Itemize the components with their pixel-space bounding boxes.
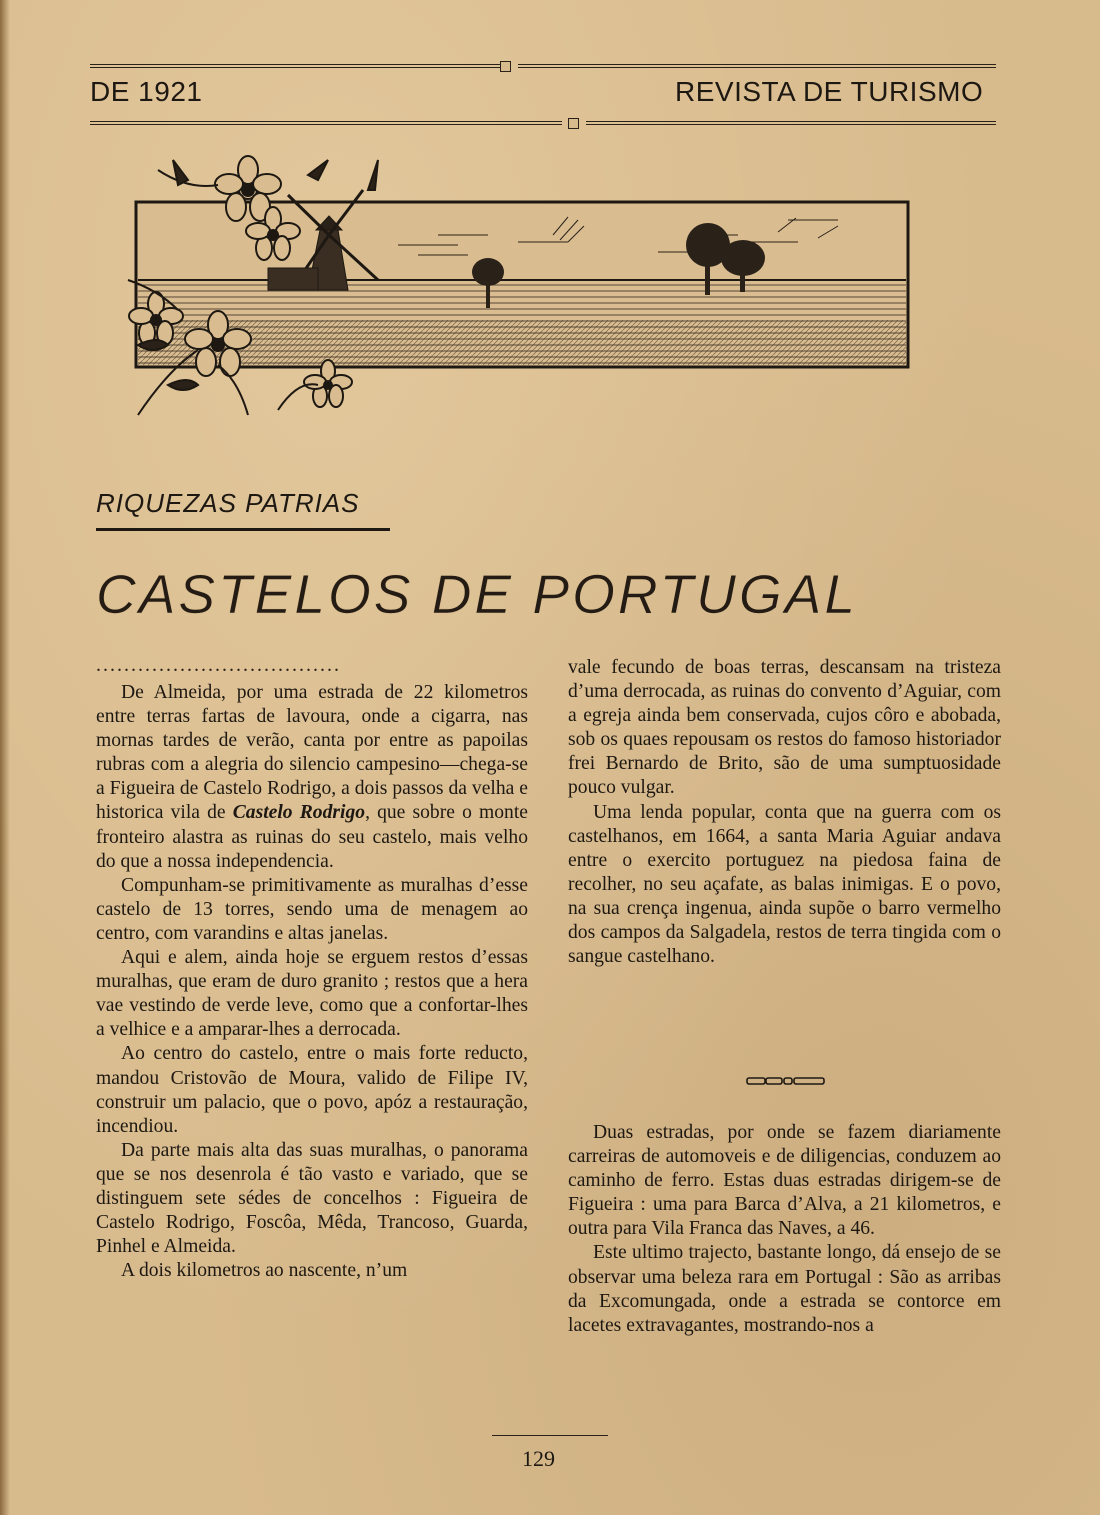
page-number: 129: [522, 1446, 555, 1471]
section-title: RIQUEZAS PATRIAS: [96, 488, 360, 518]
paragraph: Compunham-se primitivamente as muralhas d’esse castelo de 13 torres, sendo uma de menagem ao centro, com varandins e altas janelas.: [96, 874, 528, 944]
paragraph: Duas estradas, por onde se fazem diariamente carreiras de automoveis e de diligencias, conduzem ao caminho de ferro. Estas duas estradas dirigem-se de Figueira : uma para Barca d’Alva, a 21 kilometros, e outra para Vila Franca das Naves, a 46.: [568, 1122, 1001, 1240]
header-rule-bottom-left: [90, 121, 562, 125]
section-break-ornament: [746, 1075, 826, 1087]
place-name-emphasis: Castelo Rodrigo: [232, 802, 366, 824]
header-rule-box-top: [500, 61, 511, 72]
article-right-column-continued: [568, 1121, 1001, 1338]
header-rule-box-bottom: [568, 118, 579, 129]
paragraph: A dois kilometros ao nascente, n’um: [121, 1260, 408, 1282]
header-rule-top-right: [518, 64, 996, 68]
article-left-column: [96, 681, 528, 1283]
paragraph: Este ultimo trajecto, bastante longo, dá ensejo de se observar uma beleza rara em Portugal : São as arribas da Excomungada, onde a estrada se contorce em lacetes extravagantes, mostrando-nos a: [568, 1242, 1001, 1336]
paragraph: Aqui e alem, ainda hoje se erguem restos d’essas muralhas, que eram de duro granito ; restos que a hera vae vestindo de verde leve, como que a confortar-lhes a velhice e a amparar-lhes a derrocada.: [96, 947, 528, 1041]
running-head-title: REVISTA DE TURISMO: [675, 76, 984, 107]
page-edge-shadow: [0, 0, 10, 1515]
article-right-column: [568, 656, 1001, 969]
paragraph: vale fecundo de boas terras, descansam na tristeza d’uma derrocada, as ruinas do convento d’Aguiar, com a egreja ainda bem conservada, cujos côro e abobada, sob os quaes repousam os restos do famoso historiador frei Bernardo de Brito, são de uma sumptuosidade pouco vulgar.: [568, 657, 1001, 799]
paragraph: Uma lenda popular, conta que na guerra com os castelhanos, em 1664, a santa Maria Aguiar andava entre o exercito portuguez na piedosa faina de recolher, no seu açafate, as balas inimigas. E o povo, na sua crença ingenua, ainda supõe o barro vermelho dos campos da Salgadela, restos de terra tingida com o sangue castelhano.: [568, 801, 1001, 968]
header-rule-bottom-right: [586, 121, 996, 125]
paragraph: Ao centro do castelo, entre o mais forte reducto, mandou Cristovão de Moura, valido de Filipe IV, construir um palacio, que o povo, apóz a restauração, incendiou.: [96, 1043, 528, 1137]
paragraph: Da parte mais alta das suas muralhas, o panorama que se nos desenrola é tão vasto e variado, que se distinguem sete sédes de concelhos : Figueira de Castelo Rodrigo, Foscôa, Mêda, Trancoso, Guarda, Pinhel e Almeida.: [96, 1139, 528, 1258]
paragraph: De Almeida, por uma estrada de 22 kilometros entre terras fartas de lavoura, onde a cigarra, nas mornas tardes de verão, canta por entre as papoilas rubras com a alegria do silencio campesino—chega-se a Figueira de Castelo Rodrigo, a dois passos da velha e historica vila de Castelo Rodrigo, que sobre o monte fronteiro alastra as ruinas do seu castelo, mais velho do que a nossa independencia.: [96, 682, 528, 872]
header-rule-top-left: [90, 64, 500, 68]
windmill-landscape-vignette: [98, 150, 918, 430]
running-head-date: DE 1921: [90, 76, 203, 107]
article-title: CASTELOS DE PORTUGAL: [96, 563, 858, 625]
footer-rule: [492, 1435, 608, 1436]
leader-dots: ...................................: [96, 654, 341, 676]
section-title-underline: [96, 528, 390, 531]
